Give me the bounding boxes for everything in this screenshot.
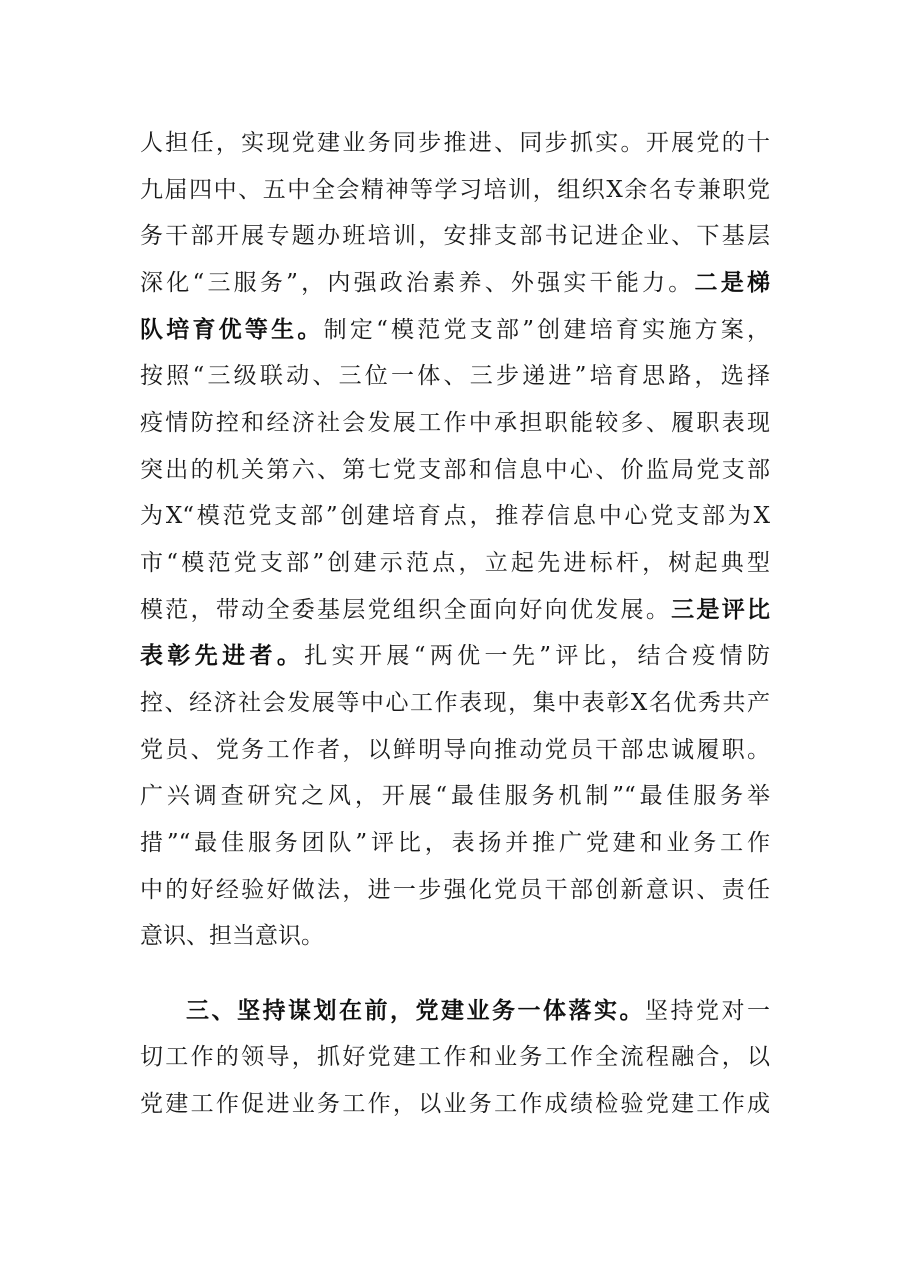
text-run: 为X“模范党支部”创建培育点，推荐信息中心党支部为X	[140, 503, 770, 529]
text-run: 意识、担当意识。	[140, 923, 324, 949]
text-run: 市“模范党支部”创建示范点，立起先进标杆，树起典型	[140, 550, 770, 576]
text-run: 控、经济社会发展等中心工作表现，集中表彰X名优秀共产	[140, 690, 770, 716]
text-line-4	[140, 263, 770, 303]
text-line-1	[140, 123, 770, 163]
text-line-7	[140, 403, 770, 443]
text-run: 党建工作促进业务工作，以业务工作成绩检验党建工作成	[140, 1091, 770, 1117]
bold-heading-run: 三是评比	[671, 597, 770, 623]
text-run: 疫情防控和经济社会发展工作中承担职能较多、履职表现	[140, 410, 770, 436]
text-line-17	[140, 870, 770, 910]
text-run: 中的好经验好做法，进一步强化党员干部创新意识、责任	[140, 877, 770, 903]
text-run: 突出的机关第六、第七党支部和信息中心、价监局党支部	[140, 457, 770, 483]
text-line-21	[140, 1084, 770, 1124]
bold-heading-run: 队培育优等生。	[140, 317, 324, 343]
bold-heading-run: 表彰先进者。	[140, 643, 305, 669]
text-line-16	[140, 823, 770, 863]
section-heading-line	[186, 991, 770, 1031]
text-line-6	[140, 356, 770, 396]
text-line-18	[140, 916, 770, 956]
text-run: 人担任，实现党建业务同步推进、同步抓实。开展党的十	[140, 130, 770, 156]
text-run: 广兴调查研究之风，开展“最佳服务机制”“最佳服务举	[140, 783, 770, 809]
text-line-14	[140, 730, 770, 770]
text-run: 切工作的领导，抓好党建工作和业务工作全流程融合，以	[140, 1044, 770, 1070]
text-line-3	[140, 216, 770, 256]
text-run: 模范，带动全委基层党组织全面向好向优发展。	[140, 597, 672, 623]
text-line-8	[140, 450, 770, 490]
text-line-11	[140, 590, 770, 630]
text-line-10	[140, 543, 770, 583]
text-run: 制定“模范党支部”创建培育实施方案，	[323, 317, 770, 343]
bold-heading-run: 二是梯	[694, 270, 770, 296]
text-run: 深化“三服务”，内强政治素养、外强实干能力。	[140, 270, 695, 296]
text-line-5	[140, 310, 770, 350]
text-run: 党员、党务工作者，以鲜明导向推动党员干部忠诚履职。	[140, 737, 770, 763]
text-run: 坚持党对一	[645, 998, 770, 1024]
text-line-2	[140, 170, 770, 210]
text-run: 扎实开展“两优一先”评比，结合疫情防	[304, 643, 770, 669]
section-heading-run: 三、坚持谋划在前，党建业务一体落实。	[186, 998, 645, 1024]
text-run: 措”“最佳服务团队”评比，表扬并推广党建和业务工作	[140, 830, 770, 856]
text-line-9	[140, 496, 770, 536]
text-line-15	[140, 776, 770, 816]
text-run: 九届四中、五中全会精神等学习培训，组织X余名专兼职党	[140, 177, 770, 203]
text-line-12	[140, 636, 770, 676]
text-line-13	[140, 683, 770, 723]
text-run: 务干部开展专题办班培训，安排支部书记进企业、下基层	[140, 223, 770, 249]
text-run: 按照“三级联动、三位一体、三步递进”培育思路，选择	[140, 363, 770, 389]
text-line-20	[140, 1037, 770, 1077]
